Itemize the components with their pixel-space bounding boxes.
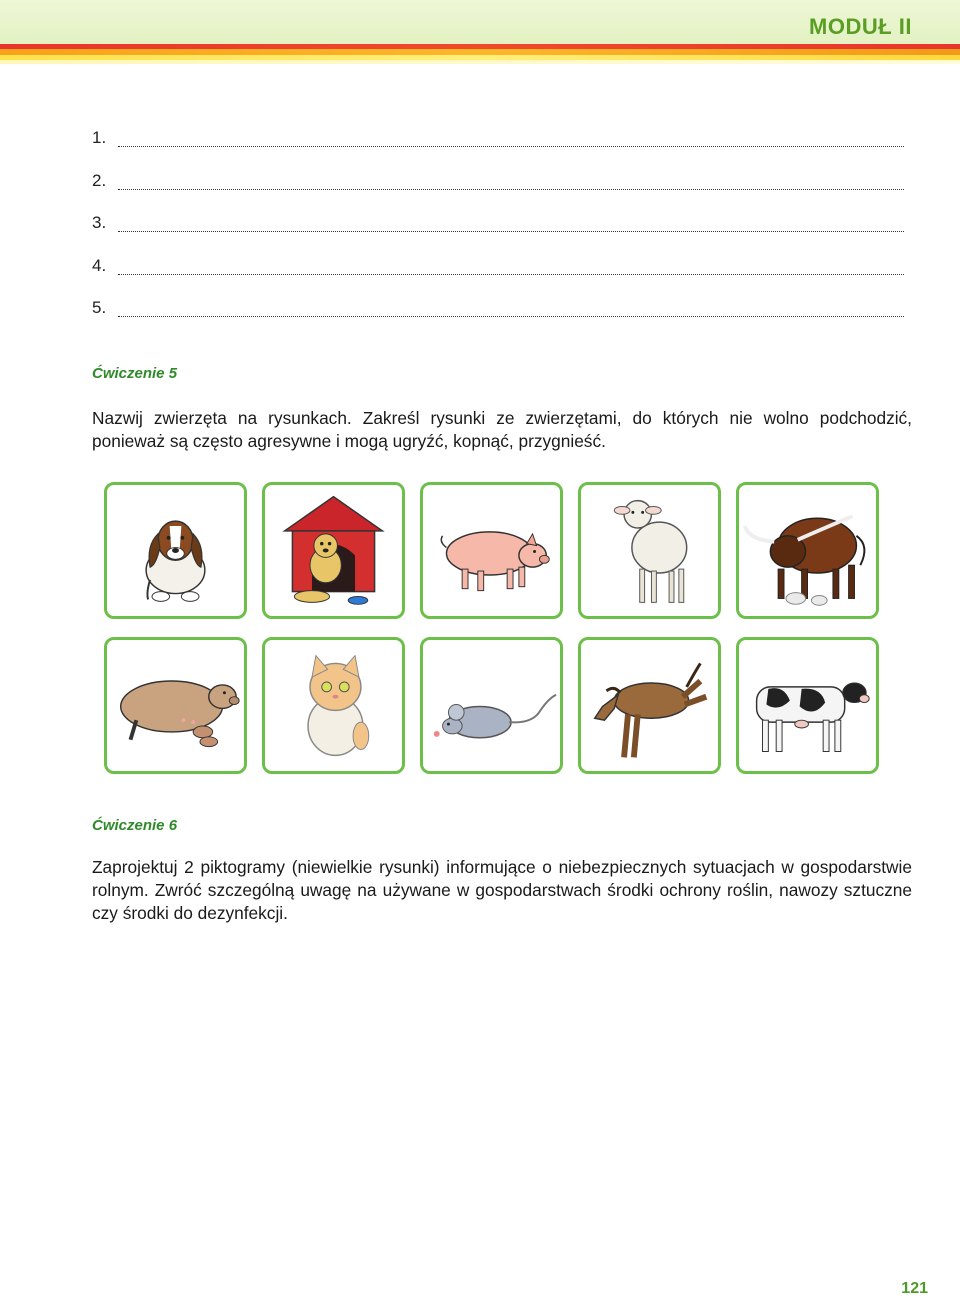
basset-hound-icon xyxy=(107,485,244,616)
sheep-icon xyxy=(581,485,718,616)
answer-blank[interactable] xyxy=(118,230,904,232)
pig-icon xyxy=(423,485,560,616)
answer-number: 4. xyxy=(92,255,107,275)
tile-kicking-horse[interactable] xyxy=(578,637,721,774)
tile-mouse[interactable] xyxy=(420,637,563,774)
exercise5-heading: Ćwiczenie 5 xyxy=(92,365,178,382)
answer-blank[interactable] xyxy=(118,273,904,275)
kitten-icon xyxy=(265,640,402,771)
exercise5-instruction: Nazwij zwierzęta na rysunkach. Zakreśl rysunki ze zwierzętami, do których nie wolno podchodzić, ponieważ są często agresywne i mogą ugryźć, kopnąć, przygnieść. xyxy=(92,408,912,451)
mouse-icon xyxy=(423,640,560,771)
answer-line[interactable] xyxy=(92,213,904,256)
tile-dog-in-kennel[interactable] xyxy=(262,482,405,619)
answer-number: 1. xyxy=(92,128,107,147)
tile-sow-with-piglets[interactable] xyxy=(104,637,247,774)
answer-line[interactable] xyxy=(92,298,904,341)
answer-blank[interactable] xyxy=(118,145,904,147)
dog-in-kennel-icon xyxy=(265,485,402,616)
answer-line[interactable] xyxy=(92,128,904,171)
module-title: MODUŁ II xyxy=(809,14,912,39)
answer-number: 3. xyxy=(92,213,107,232)
tile-sheep[interactable] xyxy=(578,482,721,619)
sow-with-piglets-icon xyxy=(107,640,244,771)
answer-list xyxy=(92,128,904,341)
tile-basset-hound[interactable] xyxy=(104,482,247,619)
answer-blank[interactable] xyxy=(118,315,904,317)
answer-line[interactable] xyxy=(92,171,904,214)
answer-blank[interactable] xyxy=(118,188,904,190)
exercise6-heading: Ćwiczenie 6 xyxy=(92,817,178,834)
tile-kitten[interactable] xyxy=(262,637,405,774)
charging-bull-icon xyxy=(739,485,876,616)
dairy-cow-icon xyxy=(739,640,876,771)
tile-pig[interactable] xyxy=(420,482,563,619)
answer-number: 2. xyxy=(92,170,107,190)
answer-line[interactable] xyxy=(92,256,904,299)
answer-number: 5. xyxy=(92,298,107,317)
header-stripe-pale xyxy=(0,60,960,64)
animal-image-grid xyxy=(104,482,886,777)
exercise6-instruction: Zaprojektuj 2 piktogramy (niewielkie rysunki) informujące o niebezpiecznych sytuacjach w gospodarstwie rolnym. Zwróć szczególną uwagę na używane w gospodarstwach środki ochrony roślin, nawozy sztuczne czy środki do dezynfekcji. xyxy=(92,857,912,923)
kicking-horse-icon xyxy=(581,640,718,771)
page-number: 121 xyxy=(901,1280,928,1297)
tile-dairy-cow[interactable] xyxy=(736,637,879,774)
tile-charging-bull[interactable] xyxy=(736,482,879,619)
